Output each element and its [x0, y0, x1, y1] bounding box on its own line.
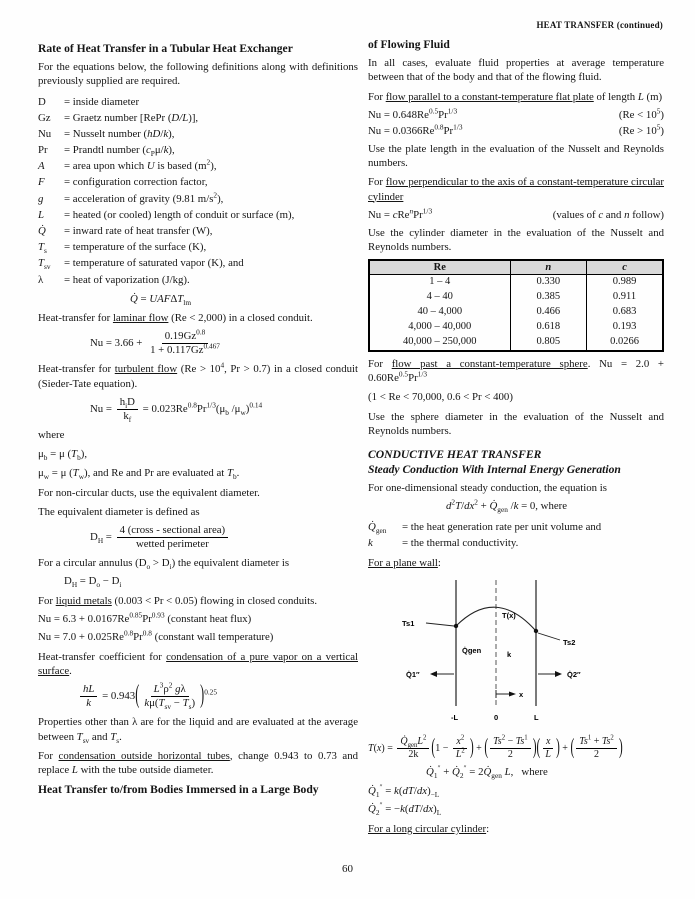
equation-flux-sum: $Q̇_1''$ + $Q̇_2''$ = $2Q̇_{gen}$ L, where: [426, 763, 548, 781]
definition-row: [38, 255, 358, 271]
condition-flat-plate-1: $(Re < 10^5)$: [618, 106, 664, 121]
equation-liquid-metal-wall: $Nu = 7.0 + 0.025Re^{0.8}Pr^{0.8}$ (constant wall temperature): [38, 628, 274, 644]
definition-row: [38, 158, 358, 174]
table-row: [369, 275, 663, 290]
plane-wall-diagram: [386, 574, 616, 726]
definition-desc: = temperature of saturated vapor (K), and: [64, 257, 244, 270]
label-ts2: Ts2: [563, 638, 576, 648]
definitions-list-conduction: [368, 519, 664, 551]
table-cell: 0.805: [510, 335, 586, 351]
right-column: [368, 36, 664, 838]
definition-symbol: $T_s$: [38, 241, 47, 256]
table-cell: 0.385: [510, 290, 586, 305]
definition-row: [368, 519, 664, 535]
table-cell: 0.618: [510, 320, 586, 335]
surface-point-right: [534, 629, 538, 633]
table-cell: 0.683: [587, 305, 663, 320]
equation-liquid-metal-flux: $Nu = 6.3 + 0.0167Re^{0.85}Pr^{0.93}$ (constant heat flux): [38, 610, 252, 625]
definition-row: [38, 223, 358, 239]
paragraph-mu-w: $\mu_w = \mu$ $(T_w)$, and Re and Pr are evaluated at $T_b$.: [38, 467, 240, 482]
page-number: 60: [342, 863, 353, 875]
surface-point-left: [454, 624, 458, 628]
paragraph-sphere: For flow past a constant-temperature sphere. $Nu = 2.0 + 0.60Re^{0.5}Pr^{1/3}$: [368, 357, 664, 385]
label-q2: Q̇2″: [567, 670, 581, 680]
label-pos-L: L: [534, 713, 539, 723]
paragraph-cylinder-diameter: Use the cylinder diameter in the evaluation of the Nusselt and Reynolds numbers.: [368, 226, 664, 253]
equation-row-flat-plate-1: [368, 106, 664, 121]
table-header-re: Re: [369, 260, 510, 275]
table-row: [369, 290, 663, 305]
table-cell: 0.193: [587, 320, 663, 335]
paragraph-laminar: Heat-transfer for laminar flow (Re < 2,000) in a closed conduit.: [38, 312, 313, 325]
definition-desc: = the heat generation rate per unit volume and: [402, 520, 602, 533]
paragraph-intro: For the equations below, the following definitions along with definitions previously supplied are required.: [38, 61, 358, 88]
equation-flux-1: $Q̇_1'' = k(dT/dx)_{-L}$: [368, 782, 440, 800]
label-connector-left: [426, 623, 454, 626]
definition-desc: = heat of vaporization (J/kg).: [64, 273, 190, 286]
table-header-c: c: [587, 260, 663, 275]
definition-symbol: $Q̇_{gen}$: [368, 520, 387, 535]
label-x-axis: x: [519, 690, 524, 700]
x-axis-arrowhead: [509, 692, 516, 697]
definition-symbol: Gz: [38, 111, 51, 124]
definition-row: [368, 535, 664, 551]
table-header-row: [369, 260, 663, 275]
definition-row: [38, 239, 358, 255]
label-k: k: [507, 650, 512, 660]
definition-symbol: F: [38, 176, 45, 189]
table-row: [369, 335, 663, 351]
definition-desc: = Nusselt number (hD/k),: [64, 127, 175, 140]
definition-desc: = temperature of the surface (K),: [64, 241, 207, 254]
equation-cylinder: $Nu = cRe^nPr^{1/3}$: [368, 206, 433, 221]
section-heading-immersed-bodies: Heat Transfer to/from Bodies Immersed in a Large Body: [38, 783, 319, 797]
paragraph-horizontal-tubes: For condensation outside horizontal tubes, change 0.943 to 0.73 and replace L with the tube outside diameter.: [38, 749, 358, 777]
running-header: HEAT TRANSFER (continued): [536, 20, 663, 30]
paragraph-one-dimensional: For one-dimensional steady conduction, the equation is: [368, 482, 607, 495]
section-heading-tubular-exchanger: Rate of Heat Transfer in a Tubular Heat Exchanger: [38, 42, 293, 55]
table-cell: 40 – 4,000: [369, 305, 510, 320]
table-cell: 0.911: [587, 290, 663, 305]
definition-desc: = Prandtl number $(c_P\mu/k)$,: [64, 144, 175, 159]
definition-symbol: Nu: [38, 127, 52, 140]
definition-symbol: D: [38, 95, 46, 108]
equation-conduction-ode: $d^2T/dx^2$ + $Q̇_{gen}$ /k = 0, where: [446, 497, 568, 515]
definition-row: [38, 207, 358, 223]
paragraph-all-cases: In all cases, evaluate fluid properties at average temperature between that of the body and that of the flowing fluid.: [368, 57, 664, 84]
label-tx: T(x): [502, 611, 516, 621]
paragraph-turbulent: Heat-transfer for turbulent flow ($Re > 10^4$, Pr > 0.7) in a closed conduit (Sieder-Tate equation).: [38, 360, 358, 390]
definition-desc: = area upon which U is based $(m^2)$,: [64, 157, 217, 173]
paragraph-plate-length: Use the plate length in the evaluation of the Nusselt and Reynolds numbers.: [368, 142, 664, 169]
equation-row-flat-plate-2: [368, 122, 664, 137]
paragraph-perpendicular-cylinder: For flow perpendicular to the axis of a constant-temperature circular cylinder: [368, 176, 664, 203]
table-row: [369, 305, 663, 320]
equation-annulus-diameter: $D_H = D_o - D_i$: [64, 575, 122, 590]
definition-desc: = inside diameter: [64, 95, 140, 108]
paragraph-mu-b: $\mu_b = \mu$ $(T_b)$,: [38, 448, 88, 463]
definition-desc: = the thermal conductivity.: [402, 536, 519, 549]
paragraph-sphere-diameter: Use the sphere diameter in the evaluation of the Nusselt and Reynolds numbers.: [368, 410, 664, 437]
table-header-n: n: [510, 260, 586, 275]
temperature-profile-curve: [456, 608, 536, 632]
heat-flux-arrowhead-left: [430, 671, 437, 677]
equation-flat-plate-2: $Nu = 0.0366Re^{0.8}Pr^{1/3}$: [368, 122, 463, 137]
section-heading-flowing-fluid: of Flowing Fluid: [368, 38, 450, 51]
table-cell: 1 – 4: [369, 275, 510, 290]
paragraph-annulus: For a circular annulus $(D_o > D_i)$ the equivalent diameter is: [38, 556, 290, 572]
reynolds-coefficients-table: [368, 259, 664, 352]
definition-row: [38, 126, 358, 142]
equation-heat-rate: Q̇ = $UAF\Delta T_{lm}$: [130, 292, 192, 307]
definition-row: [38, 110, 358, 126]
label-ts1: Ts1: [402, 619, 415, 629]
definition-desc: = acceleration of gravity (9.81 $m/s^2$),: [64, 190, 224, 205]
definition-row: [38, 191, 358, 207]
definition-symbol: A: [38, 160, 45, 173]
paragraph-sphere-range: (1 < Re < 70,000, 0.6 < Pr < 400): [368, 391, 513, 404]
equation-hydraulic-diameter: $D_H$ = $\frac{\text{4 (cross - sectional area)}}{\text{wetted perimeter}}$: [90, 524, 358, 551]
heat-flux-arrowhead-right: [555, 671, 562, 677]
table-cell: 0.989: [587, 275, 663, 290]
paragraph-flat-plate: For flow parallel to a constant-temperature flat plate of length L (m): [368, 90, 663, 103]
equation-flux-2: $Q̇_2'' = -k(dT/dx)_L$: [368, 800, 442, 818]
table-row: [369, 320, 663, 335]
label-qgen: Q̇gen: [462, 646, 482, 656]
subsection-heading-steady-conduction: Steady Conduction With Internal Energy Generation: [368, 463, 621, 477]
equation-sieder-tate: Nu = $\frac{h_iD}{k_f}$ = $0.023Re^{0.8}Pr^{1/3}(\mu_b$ $/\mu_w)^{0.14}$: [90, 395, 263, 424]
definition-symbol: Pr: [38, 144, 48, 157]
left-column: [38, 36, 358, 800]
paragraph-noncircular: For non-circular ducts, use the equivalent diameter.: [38, 486, 260, 499]
equation-temperature-profile: T(x) = $\frac{Q̇_{gen}L^2}{2k}$ (1 − $\frac{x^2}{L^2}$ ) + ( $\frac{Ts^2 - Ts^1}{2}$ )( $\frac{x}{L}$ ) + ( $\frac{Ts^1 + Ts^2}{2}$ ): [368, 735, 623, 761]
table-cell: 0.466: [510, 305, 586, 320]
paragraph-plane-wall: For a plane wall:: [368, 557, 441, 570]
paragraph-long-cylinder: For a long circular cylinder:: [368, 822, 490, 835]
paragraph-where: where: [38, 428, 65, 441]
definition-row: [38, 272, 358, 288]
table-cell: 0.330: [510, 275, 586, 290]
table-cell: 40,000 – 250,000: [369, 335, 510, 351]
condition-cylinder: (values of c and n follow): [552, 208, 664, 221]
definition-desc: = Graetz number [RePr (D/L)],: [64, 111, 199, 124]
definition-symbol: g: [38, 192, 44, 205]
definition-symbol: k: [368, 536, 373, 549]
paragraph-properties: Properties other than λ are for the liquid and are evaluated at the average between $T_{sv}$ and $T_s$.: [38, 716, 358, 745]
label-connector-right: [538, 633, 560, 640]
definition-row: [38, 94, 358, 110]
definition-symbol: Q̇: [38, 225, 46, 237]
definition-symbol: $T_{sv}$: [38, 257, 51, 272]
table-cell: 0.0266: [587, 335, 663, 351]
label-neg-L: -L: [451, 713, 459, 723]
paragraph-liquid-metals: For liquid metals (0.003 < Pr < 0.05) flowing in closed conduits.: [38, 594, 318, 607]
definition-symbol: L: [38, 208, 45, 221]
label-q1: Q̇1″: [406, 670, 420, 680]
table-cell: 4,000 – 40,000: [369, 320, 510, 335]
definition-symbol: λ: [38, 273, 44, 286]
equation-laminar-nusselt: Nu = 3.66 + $\frac{0.19Gz^{0.8}}{1 + 0.117Gz^{0.467}}$: [90, 327, 220, 357]
definition-row: [38, 174, 358, 190]
paragraph-equivalent-diameter: The equivalent diameter is defined as: [38, 505, 200, 518]
definitions-list: [38, 94, 358, 288]
paragraph-condensation: Heat-transfer coefficient for condensation of a pure vapor on a vertical surface.: [38, 650, 358, 678]
table-cell: 4 – 40: [369, 290, 510, 305]
equation-row-cylinder: [368, 206, 664, 221]
equation-flat-plate-1: $Nu = 0.648Re^{0.5}Pr^{1/3}$: [368, 106, 458, 121]
section-heading-conductive: CONDUCTIVE HEAT TRANSFER: [368, 448, 542, 462]
definition-row: [38, 142, 358, 158]
condition-flat-plate-2: $(Re > 10^5)$: [618, 122, 664, 137]
label-zero: 0: [494, 713, 499, 723]
equation-condensation: $\frac{hL}{k}$ = 0.943( $\frac{L^3\rho^2 g\lambda}{k\mu(T_{sv} - T_s)}$ )$^{0.25}$: [78, 683, 358, 710]
definition-desc: = inward rate of heat transfer (W),: [64, 225, 213, 237]
definition-desc: = heated (or cooled) length of conduit or surface (m),: [64, 208, 295, 221]
definition-desc: = configuration correction factor,: [64, 176, 208, 189]
